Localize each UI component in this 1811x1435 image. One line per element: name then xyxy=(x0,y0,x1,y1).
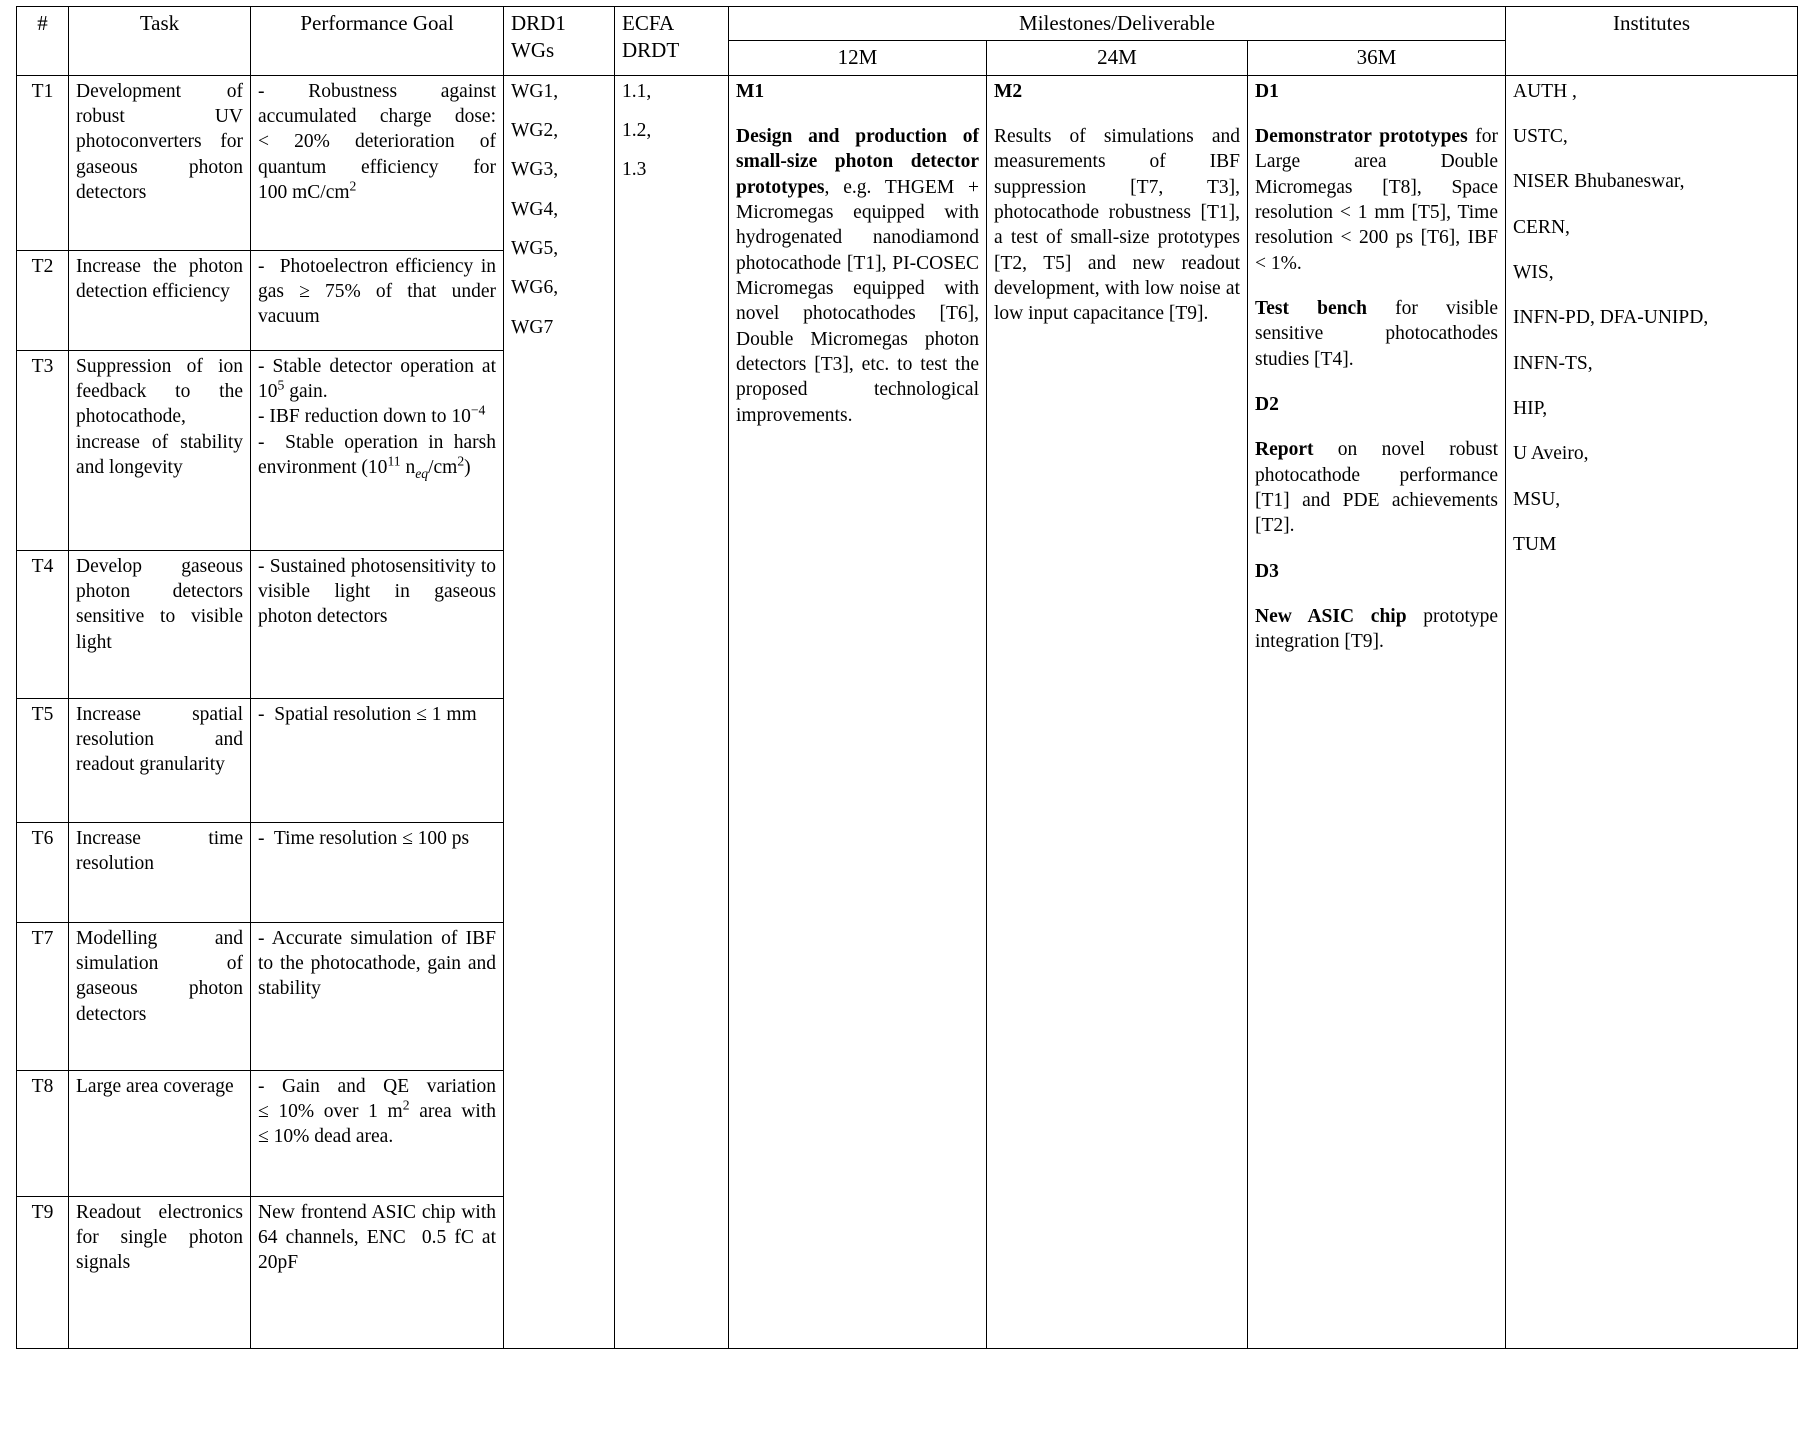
row-task-t4: Develop gaseous photon detectors sensitive to visible light xyxy=(69,550,251,698)
header-ecfa-drdt-line2: DRDT xyxy=(622,38,680,63)
institute-item: HIP, xyxy=(1513,398,1548,419)
institute-item: MSU, xyxy=(1513,488,1561,510)
deliverable-d1-lead: Demonstrator prototypes xyxy=(1255,125,1468,147)
row-goal-t8: - Gain and QE variation ≤ 10% over 1 $m^2$ area with ≤ 10% dead area. xyxy=(251,1070,504,1196)
deliverable-d2-body: on novel robust photocathode performance [T1] and PDE achievements [T2]. xyxy=(1255,439,1499,537)
row-goal-t1: - Robustness against accumulated charge dose: < 20% deterioration of quantum efficiency for 100 $mC/cm^2$ xyxy=(251,75,504,250)
milestone-12m-cell xyxy=(729,75,987,1348)
row-id-t2: T2 xyxy=(17,250,69,350)
milestone-36m-cell xyxy=(1248,75,1506,1348)
deliverable-d3-code: D3 xyxy=(1255,560,1279,582)
header-ecfa-drdt-line1: ECFA xyxy=(622,11,675,35)
row-id-t5: T5 xyxy=(17,698,69,822)
institute-item: TUM xyxy=(1513,534,1557,556)
row-task-t8: Large area coverage xyxy=(69,1070,251,1196)
ecfa-drdt-cell xyxy=(615,75,729,1348)
wg-item: WG1, xyxy=(511,80,559,102)
institute-item: INFN-TS, xyxy=(1513,352,1593,374)
header-performance-goal: Performance Goal xyxy=(251,7,504,76)
row-goal-t9: New frontend ASIC chip with 64 channels, ENC 0.5 fC at 20pF xyxy=(251,1196,504,1348)
drdt-item: 1.1, xyxy=(622,80,652,102)
wg-item: WG5, xyxy=(511,237,559,259)
institute-item: USTC, xyxy=(1513,125,1568,147)
header-12m: 12M xyxy=(729,41,987,75)
deliverable-d1-body: for Large area Double Micromegas [T8], Space resolution < 1 mm [T5], Time resolution < 200 ps [T6], IBF < 1%. xyxy=(1255,125,1499,274)
row-task-t5: Increase spatial resolution and readout granularity xyxy=(69,698,251,822)
row-task-t3: Suppression of ion feedback to the photocathode, increase of stability and longevity xyxy=(69,350,251,550)
milestone-12m-code: M1 xyxy=(736,80,765,102)
wg-item: WG4, xyxy=(511,198,559,220)
row-task-t7: Modelling and simulation of gaseous photon detectors xyxy=(69,922,251,1070)
row-task-t9: Readout electronics for single photon signals xyxy=(69,1196,251,1348)
deliverable-testbench-lead: Test bench xyxy=(1255,298,1367,319)
institute-item: U Aveiro, xyxy=(1513,443,1589,465)
row-goal-t6: - Time resolution ≤ 100 ps xyxy=(251,822,504,922)
milestone-24m-body: Results of simulations and measurements of IBF suppression [T7, T3], photocathode robustness [T1], a test of small-size prototypes [T2, T5] and new readout development, with low noise at low input capacitance [T9]. xyxy=(994,125,1240,325)
table-header xyxy=(17,7,1798,76)
row-id-t9: T9 xyxy=(17,1196,69,1348)
row-id-t6: T6 xyxy=(17,822,69,922)
work-plan-table xyxy=(16,6,1798,1349)
drdt-item: 1.2, xyxy=(622,119,652,141)
wg-item: WG3, xyxy=(511,159,559,181)
drd1-wgs-cell xyxy=(504,75,615,1348)
row-id-t4: T4 xyxy=(17,550,69,698)
milestone-12m-body: , e.g. THGEM + Micromegas equipped with hydrogenated nanodiamond photocathode [T1], PI-COSEC Micromegas equipped with novel photocathodes [T6], Double Micromegas photon detectors [T3], etc. to test the proposed technological improvements. xyxy=(736,176,979,426)
header-institutes: Institutes xyxy=(1506,7,1798,76)
milestone-24m-code: M2 xyxy=(994,80,1023,102)
deliverable-d2-code: D2 xyxy=(1255,394,1279,416)
header-num: # xyxy=(17,7,69,76)
deliverable-d1-code: D1 xyxy=(1255,80,1279,102)
table-row xyxy=(17,75,1798,250)
header-task: Task xyxy=(69,7,251,76)
institute-item: CERN, xyxy=(1513,216,1570,238)
drdt-item: 1.3 xyxy=(622,159,647,181)
header-milestones-deliverable: Milestones/Deliverable xyxy=(729,7,1506,41)
row-goal-t7: - Accurate simulation of IBF to the photocathode, gain and stability xyxy=(251,922,504,1070)
institute-item: INFN-PD, DFA-UNIPD, xyxy=(1513,307,1709,329)
wg-item: WG7 xyxy=(511,316,554,338)
row-task-t6: Increase time resolution xyxy=(69,822,251,922)
institutes-cell xyxy=(1506,75,1798,1348)
row-id-t1: T1 xyxy=(17,75,69,250)
institute-item: AUTH , xyxy=(1513,80,1577,102)
deliverable-d3-lead: New ASIC chip xyxy=(1255,606,1407,628)
header-36m: 36M xyxy=(1248,41,1506,75)
deliverable-d3-body: prototype integration [T9]. xyxy=(1255,606,1499,653)
header-drd1-wgs xyxy=(504,7,615,76)
row-id-t3: T3 xyxy=(17,350,69,550)
header-ecfa-drdt xyxy=(615,7,729,76)
wg-item: WG6, xyxy=(511,277,559,299)
row-task-t1: Development of robust UV photoconverters for gaseous photon detectors xyxy=(69,75,251,250)
milestone-12m-title: Design and production of small-size photon detector prototypes xyxy=(736,125,979,198)
row-goal-t4: - Sustained photosensitivity to visible light in gaseous photon detectors xyxy=(251,550,504,698)
deliverable-d2-lead: Report xyxy=(1255,439,1314,461)
table-body xyxy=(17,75,1798,1348)
institute-item: NISER Bhubaneswar, xyxy=(1513,171,1685,193)
header-drd1-wgs-line1: DRD1 xyxy=(511,11,566,35)
header-row-1 xyxy=(17,7,1798,41)
header-drd1-wgs-line2: WGs xyxy=(511,38,555,63)
wg-item: WG2, xyxy=(511,119,559,141)
row-goal-t5: - Spatial resolution ≤ 1 mm xyxy=(251,698,504,822)
row-task-t2: Increase the photon detection efficiency xyxy=(69,250,251,350)
deliverable-testbench-body: for visible sensitive photocathodes studies [T4]. xyxy=(1255,298,1499,370)
row-id-t7: T7 xyxy=(17,922,69,1070)
row-goal-t2: - Photoelectron efficiency in gas ≥ 75% of that under vacuum xyxy=(251,250,504,350)
institute-item: WIS, xyxy=(1513,261,1554,283)
milestone-24m-cell xyxy=(987,75,1248,1348)
row-id-t8: T8 xyxy=(17,1070,69,1196)
header-24m: 24M xyxy=(987,41,1248,75)
row-goal-t3: - Stable detector operation at $10^5$ gain. - IBF reduction down to $10^{-4}$ - Stable operation in harsh environment ($10^{11}$ $n_{eq}/cm^2$) xyxy=(251,350,504,550)
